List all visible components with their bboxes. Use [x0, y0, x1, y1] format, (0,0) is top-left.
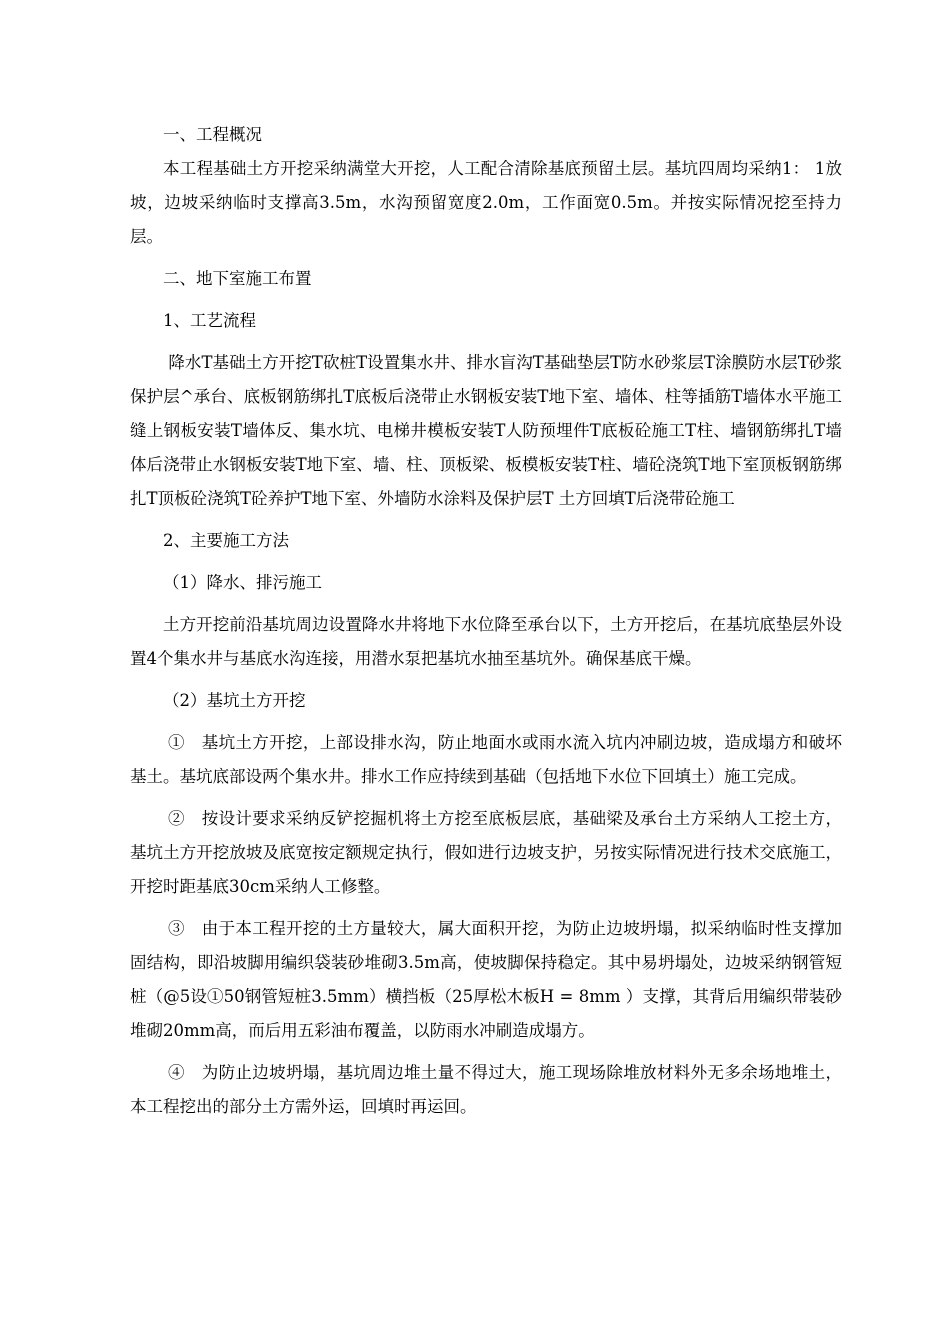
list-item-excavation-4: ④ 为防止边坡坍塌，基坑周边堆土量不得过大，施工现场除堆放材料外无多余场地堆土，本工程挖出的部分土方需外运，回填时再运回。	[130, 1063, 842, 1116]
subheading-process-flow: 1、工艺流程	[163, 311, 256, 330]
paragraph-dewatering: 土方开挖前沿基坑周边设置降水井将地下水位降至承台以下，土方开挖后，在基坑底垫层外设置4个集水井与基底水沟连接，用潜水泵把基坑水抽至基坑外。确保基底干燥。	[130, 615, 842, 668]
section-heading-overview: 一、工程概况	[163, 125, 262, 144]
subheading-dewatering: （1）降水、排污施工	[163, 573, 322, 592]
paragraph-overview: 本工程基础土方开挖采纳满堂大开挖，人工配合清除基底预留土层。基坑四周均采纳1： 1放坡，边坡采纳临时支撑高3.5m，水沟预留宽度2.0m，工作面宽0.5m。并按实际情况挖至持力层。	[130, 159, 842, 246]
document-body	[130, 118, 842, 1124]
list-item-excavation-2: ② 按设计要求采纳反铲挖掘机将土方挖至底板层底，基础梁及承台土方采纳人工挖土方，基坑土方开挖放坡及底宽按定额规定执行，假如进行边坡支护，另按实际情况进行技术交底施工，开挖时距基底30cm采纳人工修整。	[130, 809, 842, 896]
list-item-excavation-3: ③ 由于本工程开挖的土方量较大，属大面积开挖，为防止边坡坍塌，拟采纳临时性支撑加固结构，即沿坡脚用编织袋装砂堆砌3.5m高，使坡脚保持稳定。其中易坍塌处，边坡采纳钢管短桩（@5设①50钢管短桩3.5mm）横挡板（25厚松木板H = 8mm ）支撑，其背后用编织带装砂堆砌20mm高，而后用五彩油布覆盖，以防雨水冲刷造成塌方。	[130, 919, 842, 1040]
subheading-excavation: （2）基坑土方开挖	[163, 691, 306, 710]
subheading-construction-methods: 2、主要施工方法	[163, 531, 289, 550]
paragraph-process-flow: 降水T基础土方开挖T砍桩T设置集水井、排水盲沟T基础垫层T防水砂浆层T涂膜防水层T砂浆保护层^承台、底板钢筋绑扎T底板后浇带止水钢板安装T地下室、墙体、柱等插筋T墙体水平施工缝上钢板安装T墙体反、集水坑、电梯井模板安装T人防预埋件T底板砼施工T柱、墙钢筋绑扎T墙体后浇带止水钢板安装T地下室、墙、柱、顶板梁、板模板安装T柱、墙砼浇筑T地下室顶板钢筋绑扎T顶板砼浇筑T砼养护T地下室、外墙防水涂料及保护层T 土方回填T后浇带砼施工	[130, 353, 842, 508]
list-item-excavation-1: ① 基坑土方开挖，上部设排水沟，防止地面水或雨水流入坑内冲刷边坡，造成塌方和破坏基土。基坑底部设两个集水井。排水工作应持续到基础（包括地下水位下回填土）施工完成。	[130, 733, 842, 786]
section-heading-basement-layout: 二、地下室施工布置	[163, 269, 312, 288]
